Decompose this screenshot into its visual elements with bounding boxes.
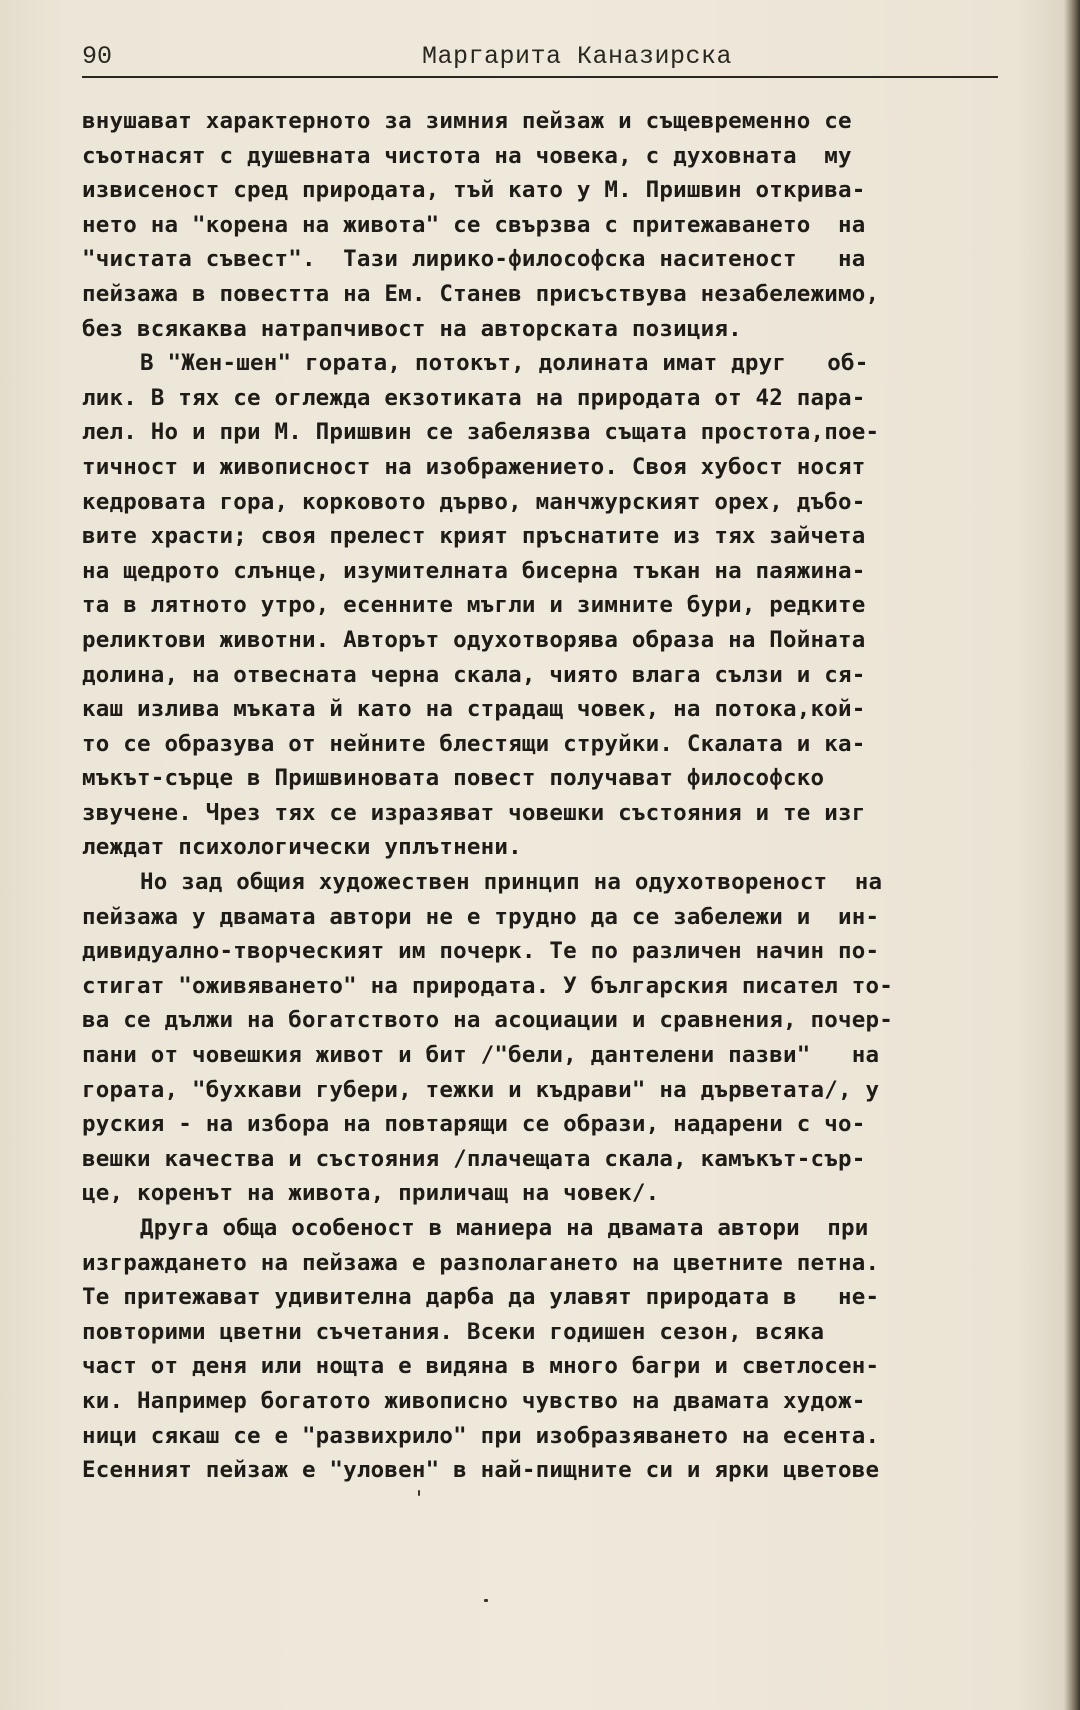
text-line: лел. Но и при М. Пришвин се забелязва същата простота,пое- [82,419,880,446]
text-line: вешки качества и състояния /плачещата скала, камъкът-сър- [82,1145,866,1172]
text-line: Те притежават удивителна дарба да улавят природата в не- [82,1284,880,1311]
text-line: пейзажа в повестта на Ем. Станев присъствува незабележимо, [82,280,880,307]
text-line: изграждането на пейзажа е разполагането на цветните петна. [82,1249,880,1276]
page-number: 90 [82,42,113,71]
text-line: стигат "оживяването" на природата. У българския писател то- [82,972,894,999]
text-line: ници сякаш се е "развихрило" при изобразяването на есента. [82,1422,880,1449]
text-line: ва се дължи на богатството на асоциации и сравнения, почер- [82,1007,894,1034]
text-line: то се образува от нейните блестящи струйки. Скалата и ка- [82,730,866,757]
text-line: ки. Например богатото живописно чувство на двамата худож- [82,1387,866,1414]
page-header [82,40,998,78]
text-line: лик. В тях се оглежда екзотиката на природата от 42 пара- [82,384,866,411]
text-line: дивидуално-творческият им почерк. Те по различен начин по- [82,938,880,965]
paragraph-start-line: Но зад общия художествен принцип на одухотвореност на [140,869,883,896]
text-line: звучене. Чрез тях се изразяват човешки състояния и те изг [82,799,866,826]
paragraph-start-line: В "Жен-шен" гората, потокът, долината имат друг об- [140,350,869,377]
text-line: каш излива мъката й като на страдащ човек, на потока,кой- [82,696,866,723]
text-line: съотнасят с душевната чистота на човека, с духовната му [82,142,852,169]
text-line: повторими цветни съчетания. Всеки годишен сезон, всяка [82,1318,825,1345]
text-line: тичност и живописност на изображението. Своя хубост носят [82,453,866,480]
text-line: внушават характерното за зимния пейзаж и същевременно се [82,108,852,134]
text-line: руския - на избора на повтарящи се образи, надарени с чо- [82,1111,866,1138]
text-line: без всякаква натрапчивост на авторската позиция. [82,315,742,342]
text-line: нето на "корена на живота" се свързва с притежаването на [82,211,866,238]
body-text [82,104,1017,1488]
text-line: кедровата гора, корковото дърво, манчжурският орех, дъбо- [82,488,866,515]
text-line: мъкът-сърце в Пришвиновата повест получават философско [82,765,825,792]
running-head: Маргарита Каназирска [422,42,733,71]
text-line: леждат психологически уплътнени. [82,834,522,861]
page-edge-shadow [1064,0,1080,1710]
text-line: гората, "бухкави губери, тежки и къдрави" на дърветата/, у [82,1076,880,1103]
text-line: "чистата съвест". Тази лирико-философска наситеност на [82,246,866,273]
text-line: част от деня или нощта е видяна в много багри и светлосен- [82,1353,880,1380]
text-line: та в лятното утро, есенните мъгли и зимните бури, редките [82,592,866,619]
paragraph-start-line: Друга обща особеност в маниера на двамата автори при [140,1215,869,1241]
text-line: реликтови животни. Авторът одухотворява образа на Пойната [82,626,866,653]
text-line: на щедрото слънце, изумителната бисерна тъкан на паяжина- [82,557,866,584]
scan-speck [484,1599,488,1602]
text-line: вите храсти; своя прелест крият пръснатите из тях зайчета [82,523,866,550]
text-line: извисеност сред природата, тъй като у М. Пришвин открива- [82,177,866,204]
text-line: Есенният пейзаж е "уловен" в най-пищните си и ярки цветове [82,1457,880,1484]
text-line: пани от човешкия живот и бит /"бели, дантелени пазви" на [82,1042,880,1069]
text-line: долина, на отвесната черна скала, чиято влага сълзи и ся- [82,661,866,688]
text-line: пейзажа у двамата автори не е трудно да се забележи и ин- [82,903,880,930]
text-line: це, коренът на живота, приличащ на човек/. [82,1180,660,1207]
scan-speck [418,1490,420,1496]
